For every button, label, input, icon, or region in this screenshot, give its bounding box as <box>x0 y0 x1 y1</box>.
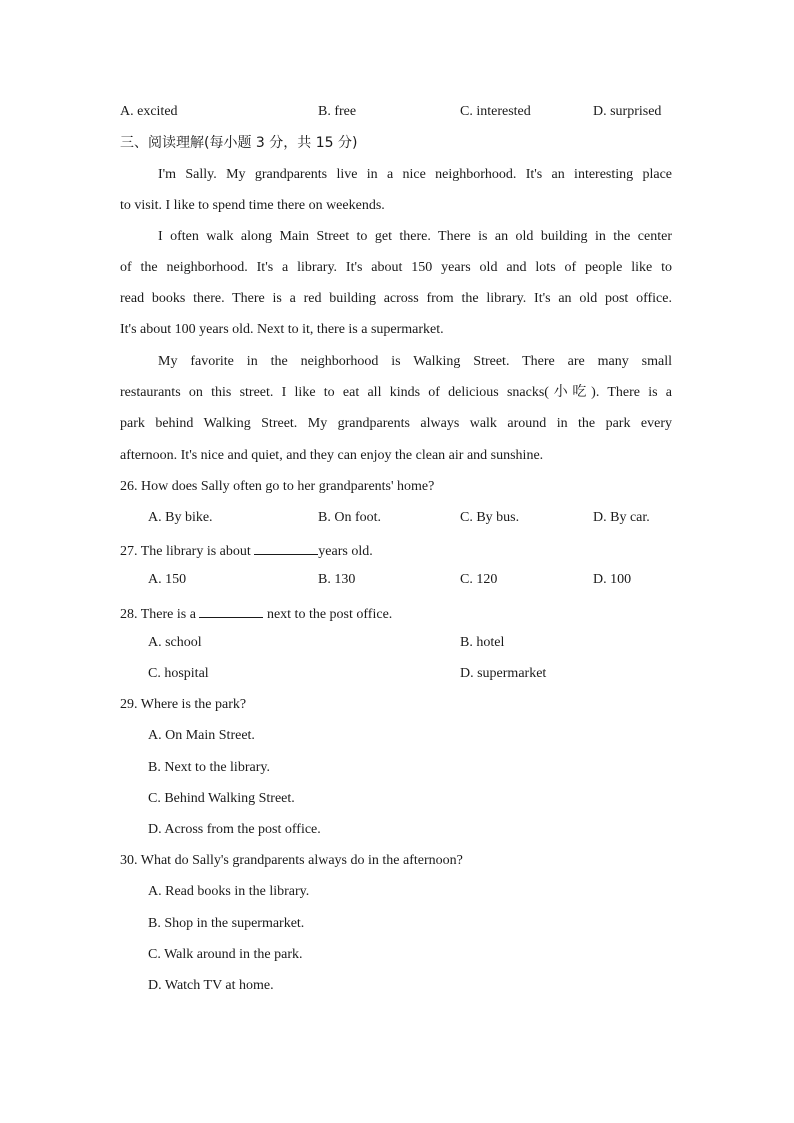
q25-option-a: A. excited <box>120 104 178 119</box>
q27-option-b: B. 130 <box>318 572 356 587</box>
question-30-stem: 30. What do Sally's grandparents always do in the afternoon? <box>120 853 463 868</box>
q25-option-d: D. surprised <box>593 104 662 119</box>
q27-stem-end: years old. <box>318 544 373 559</box>
passage-line: restaurants on this street. I like to eat all kinds of delicious snacks(小吃). There is a <box>120 385 672 400</box>
q27-option-c: C. 120 <box>460 572 498 587</box>
q27-stem-start: 27. The library is about <box>120 544 255 559</box>
passage-line: park behind Walking Street. My grandparents always walk around in the park every <box>120 416 672 431</box>
question-26-stem: 26. How does Sally often go to her grandparents' home? <box>120 479 435 494</box>
q25-option-c: C. interested <box>460 104 531 119</box>
answer-blank <box>199 603 263 618</box>
answer-blank <box>254 540 318 555</box>
q27-option-d: D. 100 <box>593 572 632 587</box>
q26-option-b: B. On foot. <box>318 510 381 525</box>
q28-option-c: C. hospital <box>148 666 209 681</box>
q30-option-a: A. Read books in the library. <box>148 884 310 899</box>
q26-option-d: D. By car. <box>593 510 650 525</box>
q28-stem-start: 28. There is a <box>120 607 200 622</box>
passage-line: It's about 100 years old. Next to it, there is a supermarket. <box>120 322 444 337</box>
q26-option-a: A. By bike. <box>148 510 213 525</box>
passage-line: I often walk along Main Street to get there. There is an old building in the center <box>158 229 672 244</box>
section-heading: 三、阅读理解(每小题 3 分，共 15 分) <box>120 135 358 151</box>
passage-line: My favorite in the neighborhood is Walking Street. There are many small <box>158 354 672 369</box>
q29-option-d: D. Across from the post office. <box>148 822 321 837</box>
q29-option-a: A. On Main Street. <box>148 728 255 743</box>
question-27-stem <box>120 540 373 561</box>
q30-option-b: B. Shop in the supermarket. <box>148 916 305 931</box>
q30-option-d: D. Watch TV at home. <box>148 978 274 993</box>
question-28-stem <box>120 603 392 624</box>
q25-option-b: B. free <box>318 104 357 119</box>
passage-line: of the neighborhood. It's a library. It's about 150 years old and lots of people like to <box>120 260 672 275</box>
q28-option-d: D. supermarket <box>460 666 547 681</box>
passage-line: I'm Sally. My grandparents live in a nice neighborhood. It's an interesting place <box>158 167 672 182</box>
passage-line: to visit. I like to spend time there on weekends. <box>120 198 385 213</box>
q27-option-a: A. 150 <box>148 572 187 587</box>
q28-option-a: A. school <box>148 635 202 650</box>
q28-stem-end: next to the post office. <box>263 607 393 622</box>
q30-option-c: C. Walk around in the park. <box>148 947 303 962</box>
passage-line: afternoon. It's nice and quiet, and they can enjoy the clean air and sunshine. <box>120 448 544 463</box>
passage-line: read books there. There is a red building across from the library. It's an old post office. <box>120 291 672 306</box>
q26-option-c: C. By bus. <box>460 510 520 525</box>
question-29-stem: 29. Where is the park? <box>120 697 247 712</box>
q29-option-b: B. Next to the library. <box>148 760 270 775</box>
q29-option-c: C. Behind Walking Street. <box>148 791 295 806</box>
q28-option-b: B. hotel <box>460 635 505 650</box>
